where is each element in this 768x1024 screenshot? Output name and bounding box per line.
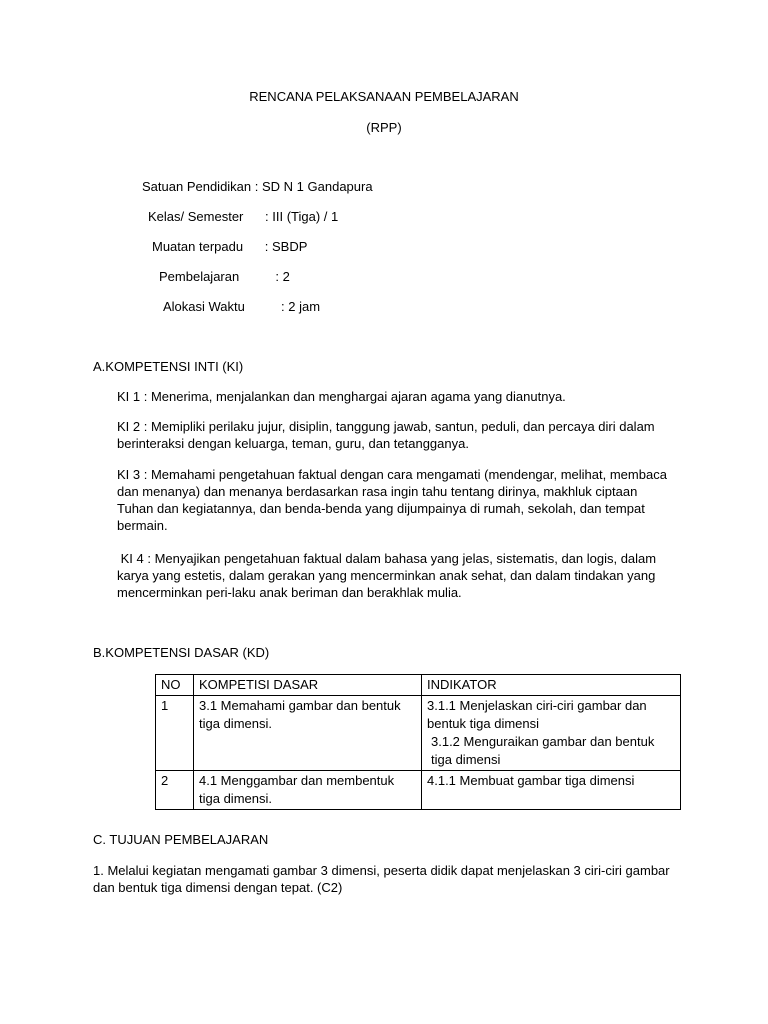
ki-4: KI 4 : Menyajikan pengetahuan faktual dalam bahasa yang jelas, sistematis, dan logis, dalam karya yang estetis, dalam gerakan yang mencerminkan anak sehat, dan dalam tindakan yang mencerminkan peri-laku anak beriman dan berakhlak mulia. [117, 551, 660, 600]
identity-label: Alokasi Waktu [163, 299, 245, 314]
identity-value: III (Tiga) / 1 [272, 209, 339, 224]
table-cell-no: 2 [156, 771, 194, 810]
identity-sep: : [251, 179, 262, 194]
table-cell-indikator [422, 771, 681, 810]
ki-3: KI 3 : Memahami pengetahuan faktual dengan cara mengamati (mendengar, melihat, membaca dan menanya) dan menanya berdasarkan rasa ingin tahu tentang dirinya, makhluk ciptaan Tuhan dan kegiatannya, dan benda-benda yang dijumpainya di rumah, sekolah, dan tempat bermain. [117, 467, 667, 533]
identity-label: Pembelajaran [159, 269, 240, 284]
section-a-heading: A.KOMPETENSI INTI (KI) [93, 359, 244, 374]
identity-row-satuan [142, 179, 373, 194]
table-cell-indikator [422, 696, 681, 771]
identity-sep: : [244, 299, 289, 314]
identity-sep: : [243, 239, 272, 254]
section-c-heading: C. TUJUAN PEMBELAJARAN [93, 832, 269, 847]
table-header-row [156, 675, 681, 696]
indikator-item: 4.1.1 Membuat gambar tiga dimensi [427, 773, 635, 788]
identity-row-alokasi [163, 299, 320, 314]
table-header-indikator: INDIKATOR [422, 675, 681, 696]
identity-label: Muatan terpadu [152, 239, 244, 254]
indikator-item: 3.1.1 Menjelaskan ciri-ciri gambar dan bentuk tiga dimensi [427, 698, 647, 731]
identity-value: 2 [282, 269, 290, 284]
tujuan-item-1: 1. Melalui kegiatan mengamati gambar 3 dimensi, peserta didik dapat menjelaskan 3 ciri-ciri gambar dan bentuk tiga dimensi dengan tepat. (C2) [93, 863, 670, 895]
kd-table [155, 674, 681, 810]
document-subtitle: (RPP) [366, 120, 402, 135]
table-row [156, 696, 681, 771]
table-cell-no: 1 [156, 696, 194, 771]
ki-2: KI 2 : Memipliki perilaku jujur, disiplin, tanggung jawab, santun, peduli, dan percaya diri dalam berinteraksi dengan keluarga, teman, guru, dan tetangganya. [117, 419, 655, 451]
table-cell-kd: 3.1 Memahami gambar dan bentuk tiga dimensi. [194, 696, 422, 771]
identity-label: Kelas/ Semester [148, 209, 244, 224]
identity-sep: : [243, 209, 273, 224]
identity-value: SD N 1 Gandapura [262, 179, 373, 194]
document-title: RENCANA PELAKSANAAN PEMBELAJARAN [249, 89, 519, 104]
ki-1: KI 1 : Menerima, menjalankan dan menghargai ajaran agama yang dianutnya. [117, 389, 566, 404]
identity-row-kelas [148, 209, 338, 224]
identity-label: Satuan Pendidikan [142, 179, 252, 194]
table-cell-kd: 4.1 Menggambar dan membentuk tiga dimensi. [194, 771, 422, 810]
indikator-item: 3.1.2 Menguraikan gambar dan bentuk tiga dimensi [431, 734, 655, 767]
identity-row-pembelajaran [159, 269, 290, 284]
identity-value: 2 jam [288, 299, 321, 314]
identity-sep: : [239, 269, 283, 284]
table-header-kd: KOMPETISI DASAR [194, 675, 422, 696]
section-b-heading: B.KOMPETENSI DASAR (KD) [93, 645, 270, 660]
table-row [156, 771, 681, 810]
table-header-no: NO [156, 675, 194, 696]
identity-row-muatan [152, 239, 307, 254]
identity-value: SBDP [271, 239, 308, 254]
